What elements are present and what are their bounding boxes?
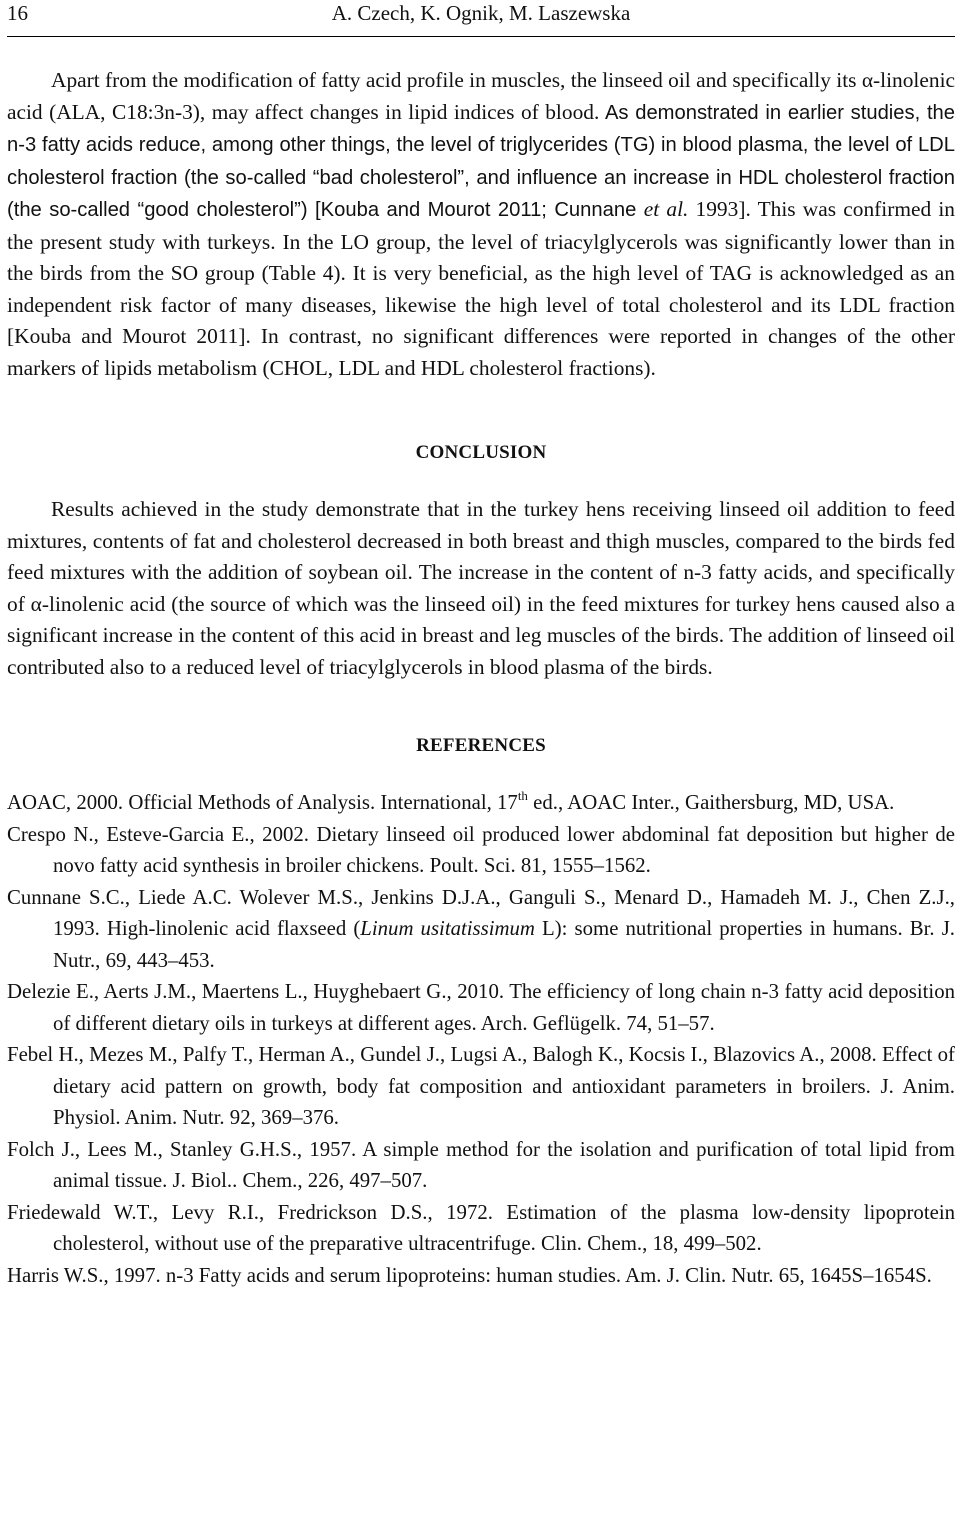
reference-harris: Harris W.S., 1997. n-3 Fatty acids and serum lipoproteins: human studies. Am. J. Clin. Nutr. 65, 1645S–1654S. — [7, 1263, 932, 1287]
conclusion-heading: CONCLUSION — [415, 442, 547, 463]
running-head-authors: A. Czech, K. Ognik, M. Laszewska — [331, 1, 631, 25]
discussion-text-part3: 1993]. This was confirmed in the present study with turkeys. In the LO group, the level of triacylglycerols was significantly lower than in the birds from the SO group (Table 4). It is very beneficial, as the high level of TAG is acknowledged as an independent risk factor of many diseases, likewise the high level of total cholesterol and its LDL fraction [Kouba and Mourot 2011]. In contrast, no significant differences were reported in changes of the other markers of lipids metabolism (CHOL, LDL and HDL cholesterol fractions). — [7, 197, 955, 380]
species-name: Linum usitatissimum — [360, 917, 535, 940]
reference-crespo: Crespo N., Esteve-Garcia E., 2002. Dietary linseed oil produced lower abdominal fat deposition but higher de novo fatty acid synthesis in broiler chickens. Poult. Sci. 81, 1555–1562. — [7, 822, 955, 877]
et-al-citation: et al. — [643, 197, 689, 221]
references-heading: REFERENCES — [416, 735, 546, 756]
document-page — [7, 0, 955, 1291]
reference-friedewald: Friedewald W.T., Levy R.I., Fredrickson D.S., 1972. Estimation of the plasma low-density lipoprotein cholesterol, without use of the preparative ultracentrifuge. Clin. Chem., 18, 499–502. — [7, 1200, 955, 1255]
superscript-th: th — [517, 788, 528, 803]
reference-febel: Febel H., Mezes M., Palfy T., Herman A., Gundel J., Lugsi A., Balogh K., Kocsis I., Blazovics A., 2008. Effect of dietary acid pattern on growth, body fat composition and antioxidant parameters in broilers. J. Anim. Physiol. Anim. Nutr. 92, 369–376. — [7, 1043, 955, 1129]
page-number: 16 — [7, 1, 28, 25]
conclusion-paragraph: Results achieved in the study demonstrate that in the turkey hens receiving linseed oil addition to feed mixtures, contents of fat and cholesterol decreased in both breast and thigh muscles, compared to the birds fed feed mixtures with the addition of soybean oil. The increase in the content of n-3 fatty acids, and specifically of α-linolenic acid (the source of which was the linseed oil) in the feed mixtures for turkey hens caused also a significant increase in the content of this acid in breast and leg muscles of the birds. The addition of linseed oil contributed also to a reduced level of triacylglycerols in blood plasma of the birds. — [7, 497, 955, 679]
reference-delezie: Delezie E., Aerts J.M., Maertens L., Huyghebaert G., 2010. The efficiency of long chain n-3 fatty acid deposition of different dietary oils in turkeys at different ages. Arch. Geflügelk. 74, 51–57. — [7, 980, 955, 1035]
reference-cunnane: Cunnane S.C., Liede A.C. Wolever M.S., Jenkins D.J.A., Ganguli S., Menard D., Hamadeh M. J., Chen Z.J., 1993. High-linolenic acid flaxseed (Linum usitatissimum L): some nutritional properties in humans. Br. J. Nutr., 69, 443–453. — [7, 885, 955, 972]
reference-aoac: AOAC, 2000. Official Methods of Analysis. International, 17th ed., AOAC Inter., Gaithersburg, MD, USA. — [7, 788, 895, 814]
discussion-text-part1: Apart from the modification of fatty acid profile in muscles, the linseed oil and specifically its α-linolenic acid (ALA, C18:3n-3), may affect changes in lipid indices of blood. — [7, 68, 956, 124]
reference-list — [7, 787, 955, 1291]
discussion-paragraph — [7, 65, 955, 384]
running-head — [7, 0, 955, 37]
discussion-text-part2: As demonstrated in earlier studies, the n-3 fatty acids reduce, among other things, the level of triglycerides (TG) in blood plasma, the level of LDL cholesterol fraction (the so-called “bad cholesterol”, and influence an increase in HDL cholesterol fraction (the so-called “good cholesterol”) [Kouba and Mourot 2011; Cunnane — [7, 101, 956, 221]
reference-folch: Folch J., Lees M., Stanley G.H.S., 1957. A simple method for the isolation and purification of total lipid from animal tissue. J. Biol.. Chem., 226, 497–507. — [7, 1137, 955, 1192]
